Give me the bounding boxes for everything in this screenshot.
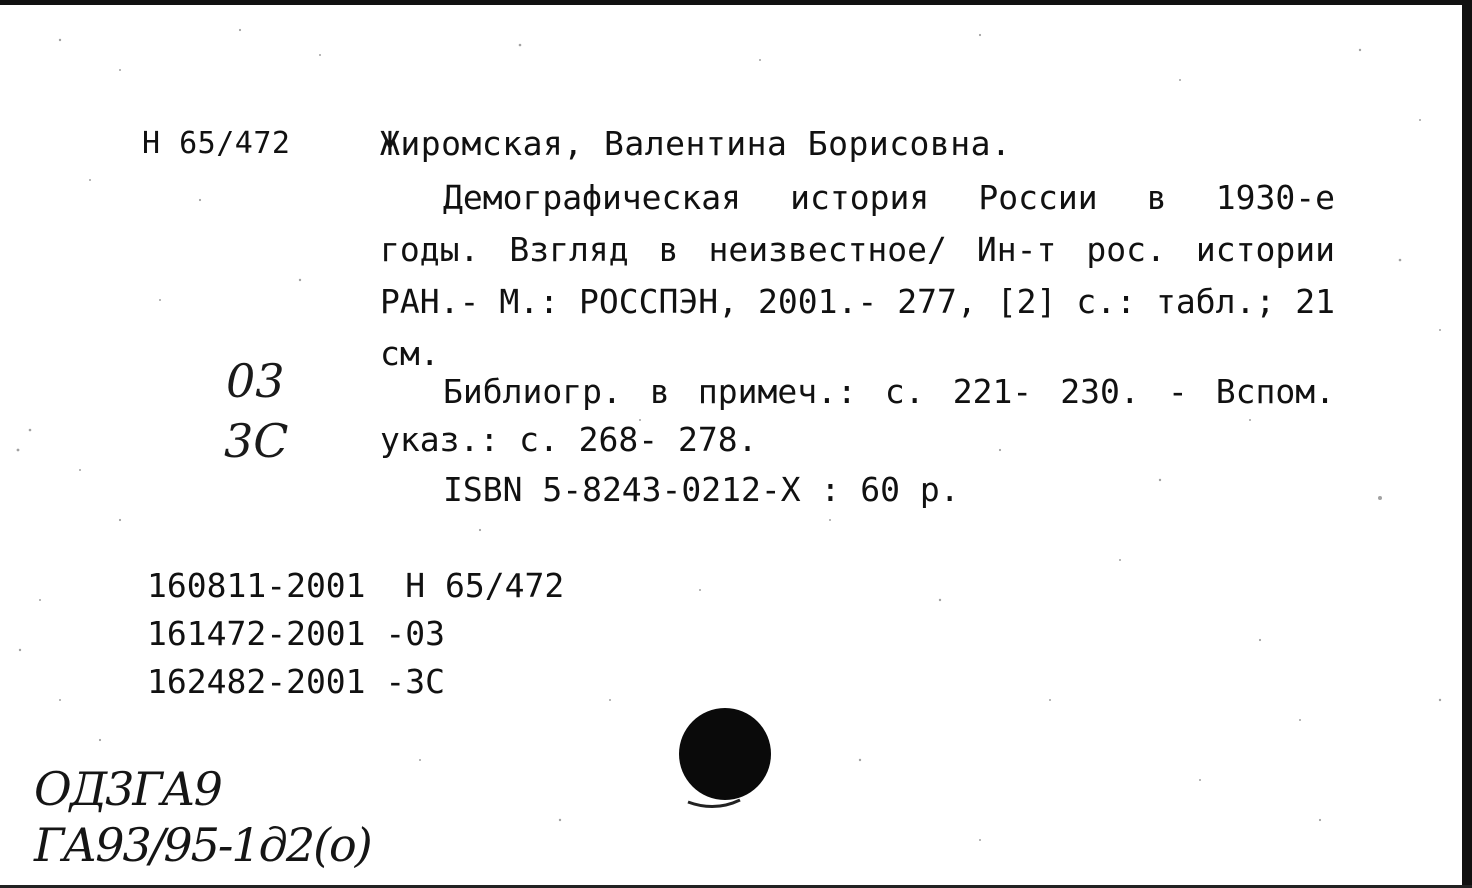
handwritten-siglum-2: 3C [224, 414, 289, 468]
handwritten-siglum-1: 03 [226, 354, 285, 408]
bibliography-note: Библиогр. в примеч.: с. 221- 230. - Вспом. указ.: с. 268- 278. [380, 372, 1335, 459]
handwritten-code-1: ОД3ГА9 [34, 762, 221, 816]
author-heading: Жиромская, Валентина Борисовна. [380, 124, 1012, 163]
handwritten-code-2: ГА93/95-1д2(о) [34, 818, 371, 872]
inventory-line: 160811-2001 Н 65/472 [147, 566, 565, 605]
title-statement-block [380, 172, 1335, 380]
inventory-line: 162482-2001 -3С [147, 662, 446, 701]
inventory-line: 161472-2001 -03 [147, 614, 446, 653]
title-statement: Демографическая история России в 1930-е годы. Взгляд в неизвестное/ Ин-т рос. истории РАН.- М.: РОССПЭН, 2001.- 277, [2] с.: табл.; 21 см. [380, 178, 1335, 373]
call-number: Н 65/472 [142, 126, 291, 161]
punch-hole [679, 708, 771, 800]
isbn-price: ISBN 5-8243-0212-X : 60 р. [443, 470, 960, 509]
